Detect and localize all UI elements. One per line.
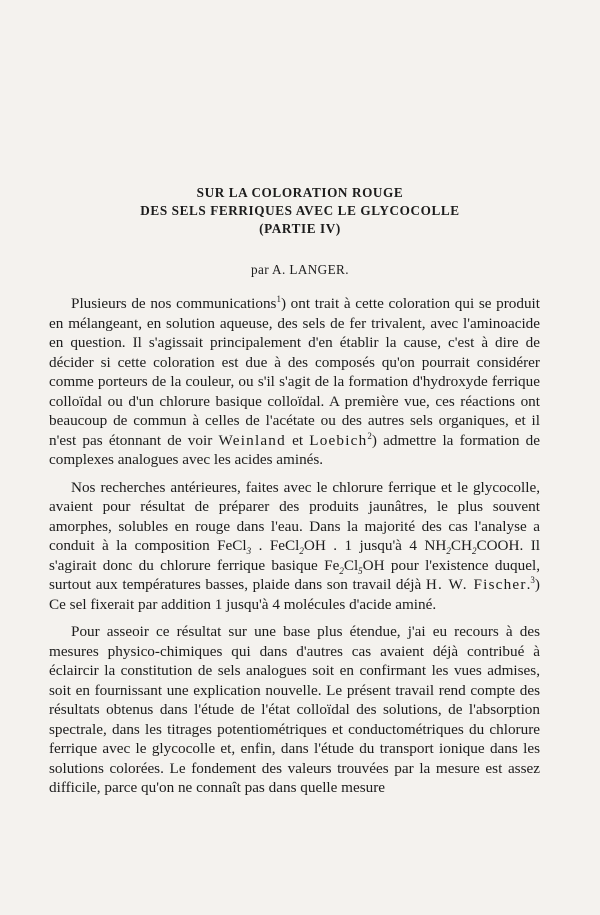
text-run: COOH [476,537,520,554]
formula-subscript: 2 [339,565,344,576]
text-run: Weinland [218,431,286,449]
text-run: ) ont trait à cette coloration qui se produit en mélangeant, en solution aqueuse, des sels de fer trivalent, avec l'aminoacide en question. Il s'agissait principalement d'en établir la cause, c'est à dire de décider si cette coloration est due à des composés qu'on pourrait considérer comme porteurs de la couleur, ou s'il s'agit de la formation d'hydroxyde ferrique colloïdal ou d'un chlorure basique colloïdal. A première vue, ces réactions ont beaucoup de commun à celles de l'acétate ou des autres sels organiques, et il n'est pas étonnant de voir [49,295,541,449]
text-run: Nos recherches antérieures, faites avec le chlorure ferrique et le glycocolle, avaient pour résultat de préparer des produits jaunâtres, le plus souvent amorphes, solubles en rouge dans l'eau. Dans la majorité des cas l'analyse a conduit à la composition [49,478,540,554]
text-run: CH [450,537,472,554]
formula-subscript: 2 [299,546,304,557]
footnote-ref: 2 [367,430,372,441]
formula-subscript: 2 [471,546,477,557]
body-paragraph [49,478,540,615]
text-run: OH [362,556,385,574]
text-run: OH [303,537,326,554]
text-run: ) admettre la formation de complexes analogues avec les acides aminés. [49,431,540,468]
footnote-ref: 3 [530,574,535,585]
body-paragraph [49,622,540,798]
text-run: pour l'existence duquel, surtout aux températures basses, plaide dans son travail déjà [49,556,540,593]
footnote-ref: 1 [276,293,281,304]
article-body [49,294,540,798]
title-line-3: (PARTIE IV) [259,221,341,236]
body-paragraph [49,294,540,470]
text-run: H. W. Fischer [425,576,527,593]
text-run: NH [424,537,447,554]
text-run: Pour asseoir ce résultat sur une base plus étendue, j'ai eu recours à des mesures physico-chimiques qui dans d'autres cas avaient déjà contribué à éclaircir la constitution de sels analogues soit en confirmant les vues admises, soit en fournissant une explication nouvelle. Le présent travail rend compte des résultats obtenus dans l'étude de l'état colloïdal des solutions, de l'absorption spectrale, dans les titrages potentiométriques et conductométriques du chlorure ferrique avec le glycocolle et, enfin, dans l'étude du transport ionique dans les solutions colorées. Le fondement des valeurs trouvées par la mesure est assez difficile, parce qu'on ne connaît pas dans quelle mesure [49,623,540,796]
title-line-1: SUR LA COLORATION ROUGE [196,185,404,200]
author-line: par A. LANGER. [251,262,349,277]
formula-subscript: 5 [358,565,363,576]
article-title [60,184,540,238]
text-run: Cl [343,556,359,574]
text-run: . [526,576,531,593]
formula-subscript: 2 [446,546,451,557]
formula-subscript: 3 [246,546,252,557]
text-run: . Il s'agirait donc du chlorure ferrique basique [49,537,541,574]
text-run: Fe [324,556,340,574]
text-run: FeCl [269,537,300,554]
title-line-2: DES SELS FERRIQUES AVEC LE GLYCOCOLLE [140,203,460,218]
text-run: . 1 jusqu'à 4 [325,537,425,554]
text-run: Loebich [309,431,368,449]
text-run: et [285,431,310,449]
text-run: ) Ce sel fixerait par addition 1 jusqu'à 4 molécules d'acide aminé. [49,576,540,613]
text-run: . [251,537,270,554]
text-run: Plusieurs de nos communications [71,295,277,312]
text-run: FeCl [217,537,247,554]
